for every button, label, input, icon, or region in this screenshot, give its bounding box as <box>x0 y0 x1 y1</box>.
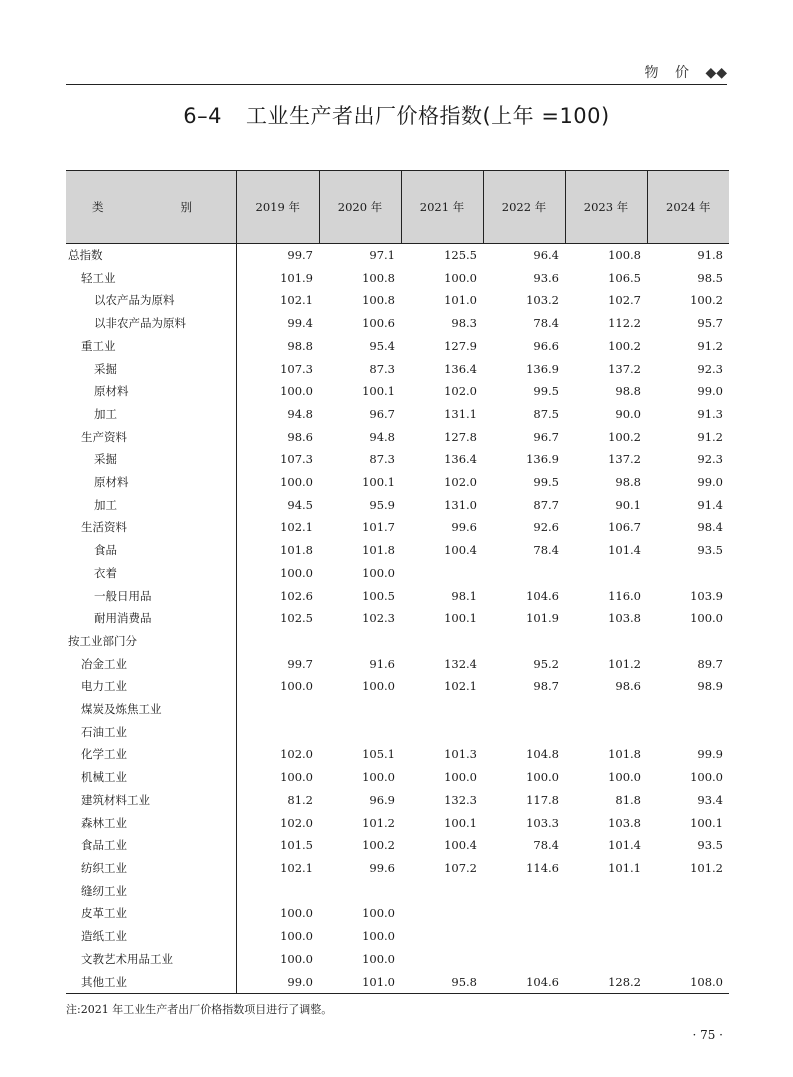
value-cell: 100.1 <box>690 815 723 830</box>
value-cell: 102.7 <box>608 293 641 308</box>
value-cell: 99.6 <box>451 520 477 535</box>
value-cell: 100.0 <box>237 471 320 494</box>
value-cell: 92.3 <box>697 452 723 467</box>
value-cell: 136.9 <box>526 361 559 376</box>
value-cell: 98.7 <box>533 679 559 694</box>
row-label: 轻工业 <box>81 270 116 285</box>
value-cell: 98.6 <box>237 426 320 449</box>
value-cell: 95.7 <box>697 316 723 331</box>
value-cell <box>483 925 565 948</box>
table-row <box>66 971 729 994</box>
value-cell: 102.1 <box>444 679 477 694</box>
value-cell: 100.1 <box>444 815 477 830</box>
value-cell: 100.0 <box>362 906 395 921</box>
row-label: 加工 <box>94 497 117 512</box>
value-cell <box>565 925 647 948</box>
value-cell: 93.5 <box>697 838 723 853</box>
value-cell <box>319 698 401 721</box>
value-cell: 132.4 <box>444 656 477 671</box>
value-cell: 102.1 <box>237 857 320 880</box>
row-label: 文教艺术用品工业 <box>81 951 173 966</box>
value-cell <box>565 902 647 925</box>
value-cell: 100.0 <box>237 902 320 925</box>
value-cell: 103.8 <box>608 611 641 626</box>
value-cell: 114.6 <box>526 860 559 875</box>
table-row <box>66 448 729 471</box>
value-cell: 101.3 <box>444 747 477 762</box>
value-cell: 100.0 <box>362 929 395 944</box>
table-row <box>66 948 729 971</box>
table-row <box>66 925 729 948</box>
value-cell: 101.4 <box>608 543 641 558</box>
value-cell: 93.6 <box>533 270 559 285</box>
value-cell: 100.0 <box>690 611 723 626</box>
value-cell: 87.3 <box>369 361 395 376</box>
value-cell <box>401 721 483 744</box>
value-cell: 87.3 <box>369 452 395 467</box>
row-label: 食品工业 <box>81 838 127 853</box>
value-cell: 102.1 <box>237 516 320 539</box>
row-label: 石油工业 <box>81 724 127 739</box>
footnote: 注:2021 年工业生产者出厂价格指数项目进行了调整。 <box>66 1003 333 1016</box>
table-row <box>66 539 729 562</box>
value-cell: 108.0 <box>647 971 729 994</box>
value-cell: 98.4 <box>697 520 723 535</box>
value-cell: 90.1 <box>615 497 641 512</box>
table-row <box>66 267 729 290</box>
price-index-table <box>66 170 729 994</box>
value-cell: 99.0 <box>697 475 723 490</box>
row-label: 生活资料 <box>81 520 127 535</box>
value-cell: 136.9 <box>526 452 559 467</box>
value-cell: 99.0 <box>237 971 320 994</box>
value-cell: 99.5 <box>533 475 559 490</box>
column-header-year: 2019 年 <box>237 171 320 244</box>
value-cell: 131.1 <box>444 406 477 421</box>
value-cell: 96.4 <box>533 248 559 262</box>
running-header <box>645 62 727 82</box>
table-row <box>66 289 729 312</box>
value-cell: 98.9 <box>697 679 723 694</box>
row-label: 皮革工业 <box>81 906 127 921</box>
value-cell: 94.8 <box>237 403 320 426</box>
table-number: 6–4 <box>183 104 222 128</box>
value-cell: 103.2 <box>526 293 559 308</box>
value-cell: 89.7 <box>697 656 723 671</box>
value-cell <box>647 721 729 744</box>
table-row <box>66 562 729 585</box>
value-cell: 103.3 <box>526 815 559 830</box>
value-cell <box>401 925 483 948</box>
value-cell: 100.8 <box>362 270 395 285</box>
value-cell <box>401 698 483 721</box>
value-cell: 101.2 <box>608 656 641 671</box>
value-cell: 103.8 <box>608 815 641 830</box>
value-cell <box>647 902 729 925</box>
row-label: 煤炭及炼焦工业 <box>81 702 162 717</box>
table-row <box>66 312 729 335</box>
value-cell: 102.3 <box>362 611 395 626</box>
value-cell: 92.6 <box>533 520 559 535</box>
value-cell: 78.4 <box>533 316 559 331</box>
value-cell: 101.0 <box>319 971 401 994</box>
value-cell: 102.6 <box>237 585 320 608</box>
table-row <box>66 834 729 857</box>
column-header-category: 类 别 <box>66 171 237 244</box>
value-cell: 102.0 <box>444 475 477 490</box>
value-cell <box>237 698 320 721</box>
value-cell: 78.4 <box>533 838 559 853</box>
value-cell: 100.0 <box>237 675 320 698</box>
value-cell <box>319 630 401 653</box>
value-cell: 100.0 <box>237 562 320 585</box>
value-cell: 101.8 <box>237 539 320 562</box>
row-label: 按工业部门分 <box>68 633 137 648</box>
row-label: 加工 <box>94 406 117 421</box>
row-label: 耐用消费品 <box>94 611 152 626</box>
value-cell <box>401 880 483 903</box>
value-cell: 91.8 <box>697 248 723 262</box>
value-cell: 98.3 <box>451 316 477 331</box>
value-cell: 100.2 <box>362 838 395 853</box>
value-cell: 92.3 <box>697 361 723 376</box>
value-cell: 98.1 <box>451 588 477 603</box>
value-cell <box>319 880 401 903</box>
value-cell: 137.2 <box>608 361 641 376</box>
value-cell: 132.3 <box>444 792 477 807</box>
value-cell: 78.4 <box>533 543 559 558</box>
row-label: 总指数 <box>68 248 103 262</box>
value-cell: 93.5 <box>697 543 723 558</box>
value-cell <box>237 880 320 903</box>
row-label: 原材料 <box>94 384 129 399</box>
section-name: 物 价 <box>644 65 695 81</box>
table-row <box>66 335 729 358</box>
row-label: 重工业 <box>81 338 116 353</box>
value-cell <box>401 562 483 585</box>
value-cell: 101.2 <box>362 815 395 830</box>
value-cell: 99.7 <box>237 653 320 676</box>
value-cell: 98.5 <box>697 270 723 285</box>
value-cell <box>647 562 729 585</box>
value-cell: 98.8 <box>237 335 320 358</box>
page-number: · 75 · <box>692 1028 723 1042</box>
value-cell: 96.9 <box>369 792 395 807</box>
table-row <box>66 403 729 426</box>
value-cell <box>565 880 647 903</box>
value-cell: 104.8 <box>526 747 559 762</box>
table-header <box>66 171 729 244</box>
value-cell <box>237 630 320 653</box>
value-cell: 101.8 <box>608 747 641 762</box>
value-cell <box>483 630 565 653</box>
value-cell: 81.8 <box>615 792 641 807</box>
row-label: 以农产品为原料 <box>94 293 175 308</box>
value-cell: 87.7 <box>533 497 559 512</box>
table-row <box>66 698 729 721</box>
value-cell <box>647 925 729 948</box>
value-cell: 100.0 <box>444 270 477 285</box>
value-cell: 116.0 <box>608 588 641 603</box>
value-cell: 112.2 <box>608 316 641 331</box>
value-cell <box>565 698 647 721</box>
table-row <box>66 743 729 766</box>
value-cell: 100.0 <box>237 925 320 948</box>
value-cell: 81.2 <box>237 789 320 812</box>
value-cell <box>401 902 483 925</box>
row-label: 化学工业 <box>81 747 127 762</box>
value-cell <box>565 630 647 653</box>
row-label: 衣着 <box>94 565 117 580</box>
value-cell: 107.3 <box>237 358 320 381</box>
table-row <box>66 630 729 653</box>
value-cell: 102.0 <box>444 384 477 399</box>
value-cell: 100.2 <box>690 293 723 308</box>
value-cell <box>483 880 565 903</box>
value-cell: 94.8 <box>369 429 395 444</box>
row-label: 森林工业 <box>81 815 127 830</box>
value-cell: 117.8 <box>526 792 559 807</box>
value-cell: 100.0 <box>526 770 559 785</box>
value-cell: 137.2 <box>608 452 641 467</box>
value-cell: 104.6 <box>526 588 559 603</box>
table-row <box>66 585 729 608</box>
value-cell: 101.5 <box>237 834 320 857</box>
table-row <box>66 789 729 812</box>
value-cell: 96.7 <box>369 406 395 421</box>
value-cell <box>483 698 565 721</box>
table-row <box>66 766 729 789</box>
value-cell <box>483 948 565 971</box>
value-cell: 91.2 <box>697 429 723 444</box>
table-row <box>66 380 729 403</box>
value-cell: 100.4 <box>444 543 477 558</box>
value-cell: 100.4 <box>444 838 477 853</box>
value-cell: 101.4 <box>608 838 641 853</box>
value-cell: 100.5 <box>362 588 395 603</box>
value-cell: 131.0 <box>444 497 477 512</box>
value-cell: 94.5 <box>237 494 320 517</box>
value-cell: 95.2 <box>533 656 559 671</box>
row-label: 冶金工业 <box>81 656 127 671</box>
value-cell: 100.0 <box>237 948 320 971</box>
value-cell: 101.9 <box>526 611 559 626</box>
value-cell: 102.0 <box>237 743 320 766</box>
table-row <box>66 471 729 494</box>
value-cell <box>483 562 565 585</box>
value-cell: 98.8 <box>615 475 641 490</box>
value-cell: 95.4 <box>369 338 395 353</box>
table-title <box>0 100 793 130</box>
value-cell: 96.7 <box>533 429 559 444</box>
value-cell: 100.0 <box>362 951 395 966</box>
diamond-ornament-icon: ◆◆ <box>705 65 727 81</box>
value-cell: 100.8 <box>362 293 395 308</box>
table-row <box>66 675 729 698</box>
value-cell: 99.9 <box>697 747 723 762</box>
row-label: 生产资料 <box>81 429 127 444</box>
value-cell: 99.0 <box>697 384 723 399</box>
table-body <box>66 244 729 994</box>
column-header-year: 2021 年 <box>401 171 483 244</box>
header-row <box>66 171 729 244</box>
value-cell: 100.0 <box>362 565 395 580</box>
table-row <box>66 358 729 381</box>
value-cell: 104.6 <box>483 971 565 994</box>
value-cell <box>401 948 483 971</box>
value-cell <box>647 698 729 721</box>
table-row <box>66 721 729 744</box>
value-cell: 136.4 <box>444 361 477 376</box>
table-row <box>66 857 729 880</box>
value-cell: 101.0 <box>444 293 477 308</box>
value-cell: 93.4 <box>697 792 723 807</box>
row-label: 机械工业 <box>81 770 127 785</box>
value-cell <box>647 630 729 653</box>
value-cell <box>319 721 401 744</box>
value-cell: 100.6 <box>362 316 395 331</box>
value-cell: 99.5 <box>533 384 559 399</box>
value-cell: 96.6 <box>533 338 559 353</box>
value-cell <box>565 721 647 744</box>
value-cell: 102.5 <box>237 607 320 630</box>
value-cell <box>483 902 565 925</box>
value-cell: 128.2 <box>565 971 647 994</box>
table-row <box>66 653 729 676</box>
value-cell: 106.7 <box>608 520 641 535</box>
value-cell: 100.1 <box>362 475 395 490</box>
value-cell: 99.4 <box>237 312 320 335</box>
row-label: 电力工业 <box>81 679 127 694</box>
table-row <box>66 607 729 630</box>
value-cell: 91.3 <box>697 406 723 421</box>
value-cell: 100.0 <box>362 770 395 785</box>
row-label: 食品 <box>94 543 117 558</box>
value-cell <box>401 630 483 653</box>
value-cell: 91.2 <box>697 338 723 353</box>
value-cell: 100.0 <box>237 766 320 789</box>
row-label: 原材料 <box>94 475 129 490</box>
value-cell: 106.5 <box>608 270 641 285</box>
value-cell: 103.9 <box>690 588 723 603</box>
column-header-year: 2022 年 <box>483 171 565 244</box>
value-cell: 100.1 <box>444 611 477 626</box>
value-cell: 87.5 <box>533 406 559 421</box>
value-cell: 102.1 <box>237 289 320 312</box>
row-label: 以非农产品为原料 <box>94 316 186 331</box>
column-header-year: 2020 年 <box>319 171 401 244</box>
value-cell: 105.1 <box>362 747 395 762</box>
column-header-year: 2024 年 <box>647 171 729 244</box>
table-row <box>66 244 729 267</box>
value-cell: 99.7 <box>237 244 320 267</box>
value-cell: 101.8 <box>362 543 395 558</box>
header-rule <box>66 84 727 85</box>
value-cell: 107.2 <box>444 860 477 875</box>
value-cell: 99.6 <box>369 860 395 875</box>
value-cell: 90.0 <box>615 406 641 421</box>
value-cell: 91.4 <box>697 497 723 512</box>
row-label: 一般日用品 <box>94 588 152 603</box>
value-cell <box>647 948 729 971</box>
value-cell: 100.0 <box>690 770 723 785</box>
table-row <box>66 426 729 449</box>
value-cell: 100.0 <box>444 770 477 785</box>
value-cell: 95.8 <box>401 971 483 994</box>
value-cell: 98.6 <box>615 679 641 694</box>
table-row <box>66 880 729 903</box>
row-label: 缝纫工业 <box>81 883 127 898</box>
row-label: 采掘 <box>94 361 117 376</box>
value-cell: 101.2 <box>690 860 723 875</box>
value-cell: 101.7 <box>362 520 395 535</box>
value-cell: 91.6 <box>369 656 395 671</box>
value-cell <box>565 948 647 971</box>
value-cell: 100.0 <box>362 679 395 694</box>
row-label: 其他工业 <box>66 971 237 994</box>
value-cell: 98.8 <box>615 384 641 399</box>
value-cell: 100.2 <box>608 338 641 353</box>
value-cell: 95.9 <box>369 497 395 512</box>
value-cell <box>647 880 729 903</box>
table-row <box>66 902 729 925</box>
value-cell: 100.2 <box>608 429 641 444</box>
value-cell: 127.9 <box>444 338 477 353</box>
value-cell: 101.1 <box>608 860 641 875</box>
value-cell: 97.1 <box>369 248 395 262</box>
value-cell: 100.1 <box>362 384 395 399</box>
value-cell: 102.0 <box>237 812 320 835</box>
column-header-year: 2023 年 <box>565 171 647 244</box>
value-cell: 100.0 <box>237 380 320 403</box>
value-cell: 136.4 <box>444 452 477 467</box>
value-cell <box>565 562 647 585</box>
value-cell: 101.9 <box>237 267 320 290</box>
value-cell <box>483 721 565 744</box>
value-cell <box>237 721 320 744</box>
table-title-text: 工业生产者出厂价格指数(上年 =100) <box>245 104 610 128</box>
value-cell: 125.5 <box>444 248 477 262</box>
row-label: 采掘 <box>94 452 117 467</box>
row-label: 纺织工业 <box>81 860 127 875</box>
value-cell: 127.8 <box>444 429 477 444</box>
row-label: 建筑材料工业 <box>81 792 150 807</box>
table-row <box>66 516 729 539</box>
value-cell: 100.0 <box>608 770 641 785</box>
table-row <box>66 812 729 835</box>
value-cell: 107.3 <box>237 448 320 471</box>
table-row <box>66 494 729 517</box>
row-label: 造纸工业 <box>81 929 127 944</box>
value-cell: 100.8 <box>608 248 641 262</box>
